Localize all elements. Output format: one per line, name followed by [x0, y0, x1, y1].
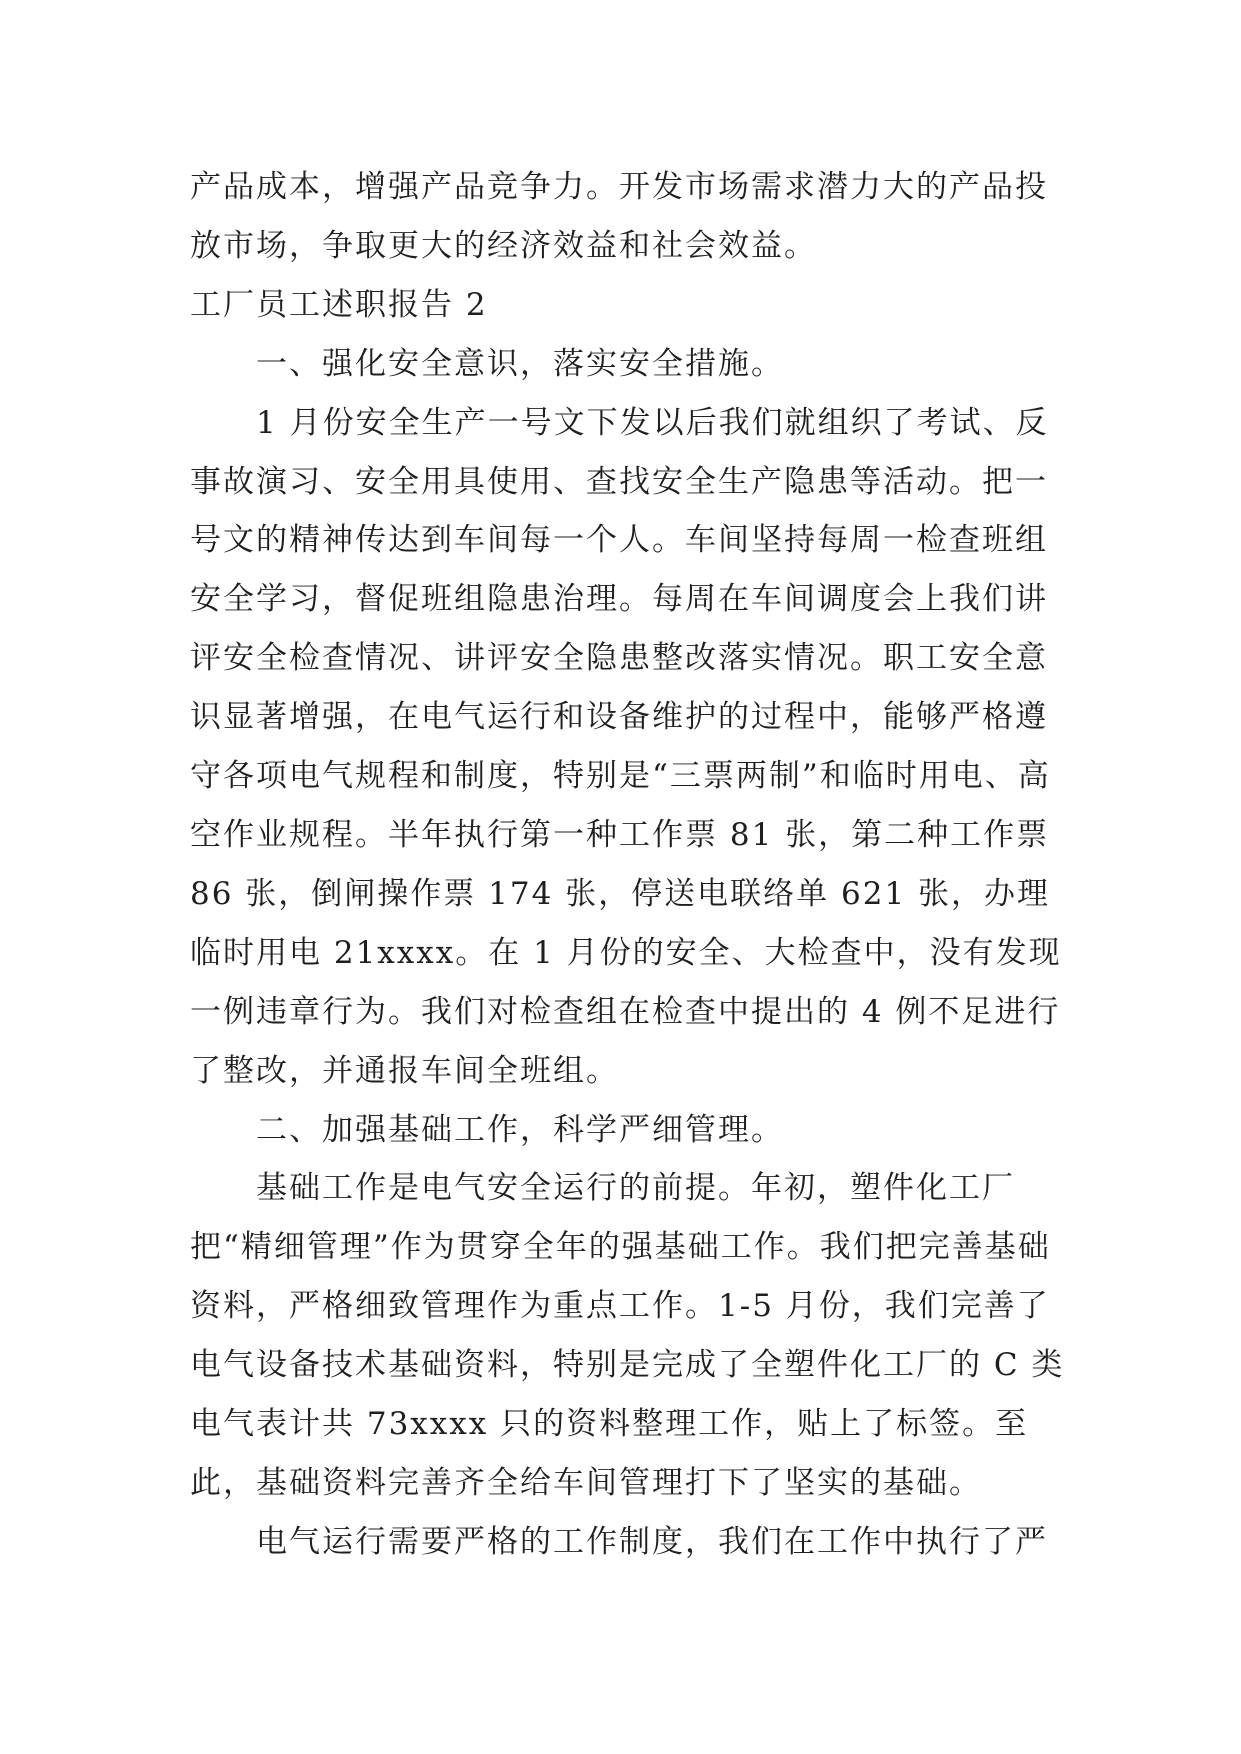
paragraph-operations: 电气运行需要严格的工作制度，我们在工作中执行了严	[256, 1523, 1048, 1560]
paragraph-continuation: 产品成本，增强产品竞争力。开发市场需求潜力大的产品投放市场，争取更大的经济效益和社会效益。	[190, 169, 1048, 264]
heading-safety: 一、强化安全意识，落实安全措施。	[256, 345, 784, 382]
heading-foundation: 二、加强基础工作，科学严细管理。	[256, 1111, 784, 1148]
paragraph-safety: 1 月份安全生产一号文下发以后我们就组织了考试、反事故演习、安全用具使用、查找安全生产隐患等活动。把一号文的精神传达到车间每一个人。车间坚持每周一检查班组安全学习，督促班组隐患治理。每周在车间调度会上我们讲评安全检查情况、讲评安全隐患整改落实情况。职工安全意识显著增强，在电气运行和设备维护的过程中，能够严格遵守各项电气规程和制度，特别是“三票两制”和临时用电、高空作业规程。半年执行第一种工作票 81 张，第二种工作票 86 张，倒闸操作票 174 张，停送电联络单 621 张，办理临时用电 21xxxx。在 1 月份的安全、大检查中，没有发现一例违章行为。我们对检查组在检查中提出的 4 例不足进行了整改，并通报车间全班组。	[190, 404, 1062, 1089]
section-title: 工厂员工述职报告 2	[190, 286, 488, 323]
paragraph-foundation: 基础工作是电气安全运行的前提。年初，塑件化工厂把“精细管理”作为贯穿全年的强基础工作。我们把完善基础资料，严格细致管理作为重点工作。1-5 月份，我们完善了电气设备技术基础资料，特别是完成了全塑件化工厂的 C 类电气表计共 73xxxx 只的资料整理工作，贴上了标签。至此，基础资料完善齐全给车间管理打下了坚实的基础。	[190, 1170, 1065, 1501]
document-body	[190, 158, 1070, 1572]
